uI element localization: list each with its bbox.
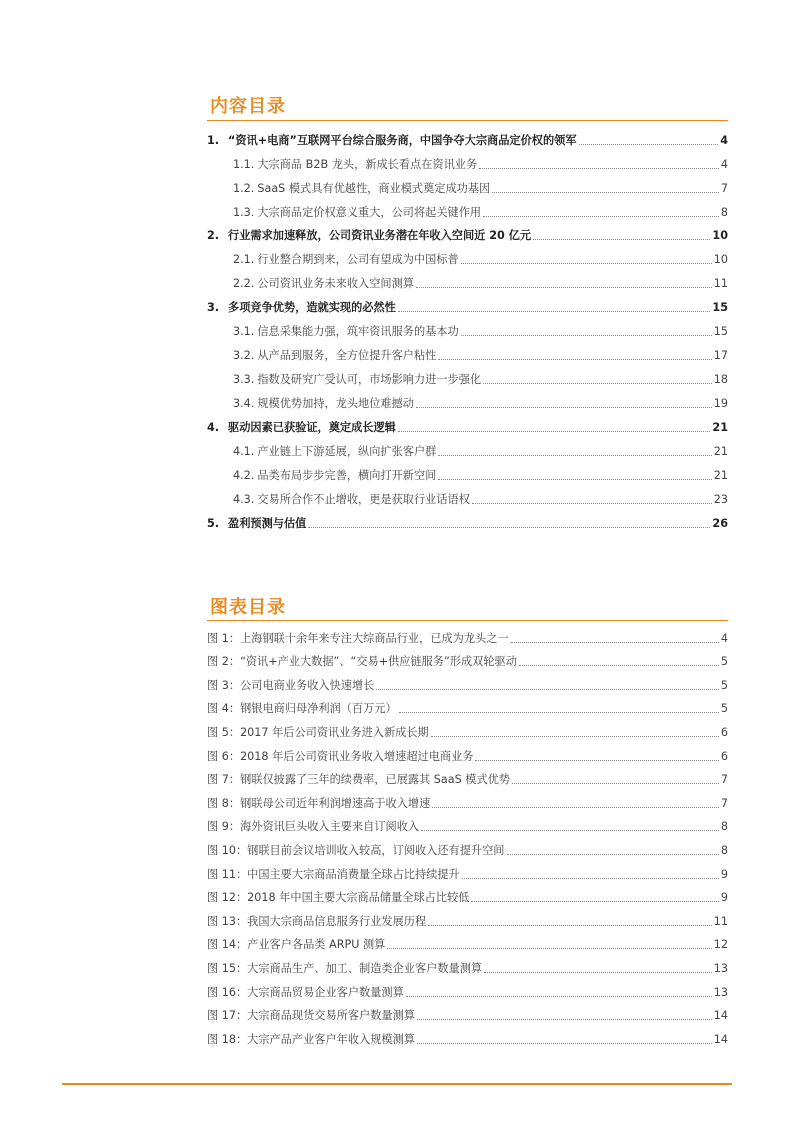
- figure-entry-number: 图 4：: [207, 702, 241, 716]
- figure-entry-number: 图 2：: [207, 655, 241, 669]
- toc-entry-page: 10: [712, 229, 728, 242]
- figure-entry-number: 图 14：: [207, 938, 248, 952]
- dot-leader: [512, 783, 719, 784]
- toc-entry-text: 多项竞争优势，造就实现的必然性: [228, 301, 396, 314]
- figure-entry-text: 2018 年中国主要大宗商品储量全球占比较低: [247, 891, 470, 905]
- dot-leader: [511, 642, 719, 643]
- figure-entry-text: 中国主要大宗商品消费量全球占比持续提升: [247, 867, 460, 881]
- dot-leader: [479, 168, 719, 169]
- toc-entry-text: “资讯+电商”互联网平台综合服务商，中国争夺大宗商品定价权的领军: [228, 134, 577, 147]
- footer-rule: [62, 1083, 732, 1085]
- dot-leader: [472, 503, 712, 504]
- figure-entry[interactable]: [207, 1023, 728, 1047]
- figure-entry-page: 9: [720, 867, 728, 881]
- toc-entry-page: 10: [713, 253, 728, 266]
- figure-entry-number: 图 6：: [207, 749, 241, 763]
- figure-entry-page: 6: [720, 749, 728, 763]
- dot-leader: [387, 948, 711, 949]
- figure-entry-number: 图 18：: [207, 1032, 248, 1046]
- figure-entry[interactable]: [207, 811, 728, 835]
- figure-entry[interactable]: [207, 952, 728, 976]
- toc-section-entry[interactable]: [207, 148, 728, 172]
- figures-title: 图表目录: [210, 597, 286, 618]
- toc-entry-number: 1.2.: [233, 182, 255, 195]
- figure-entry-text: 2018 年后公司资讯业务收入增速超过电商业务: [240, 749, 474, 763]
- figure-entry-number: 图 17：: [207, 1009, 248, 1023]
- toc-entry-page: 18: [713, 373, 728, 386]
- figure-entry-number: 图 7：: [207, 773, 241, 787]
- figure-entry[interactable]: [207, 740, 728, 764]
- figure-entry-page: 12: [713, 938, 728, 952]
- figure-entry-page: 14: [713, 1009, 728, 1023]
- toc-entry-page: 11: [713, 277, 728, 290]
- toc-section-entry[interactable]: [207, 459, 728, 483]
- toc-entry-text: 盈利预测与估值: [228, 517, 307, 530]
- figure-entry-page: 4: [720, 631, 728, 645]
- toc-section-entry[interactable]: [207, 387, 728, 411]
- toc-entry-number: 2.2.: [233, 277, 255, 290]
- toc-entry-page: 23: [713, 493, 728, 506]
- toc-list: [207, 124, 728, 531]
- dot-leader: [492, 192, 719, 193]
- dot-leader: [519, 665, 719, 666]
- figure-entry-text: “资讯+产业大数据”、“交易+供应链服务”形成双轮驱动: [240, 655, 517, 669]
- toc-entry-page: 21: [712, 421, 728, 434]
- toc-entry-text: SaaS 模式具有优越性，商业模式奠定成功基因: [257, 182, 491, 195]
- toc-entry-number: 3.2.: [233, 349, 255, 362]
- toc-entry-number: 5.: [207, 517, 220, 530]
- figure-entry-page: 8: [720, 843, 728, 857]
- figure-entry-number: 图 10：: [207, 843, 248, 857]
- dot-leader: [308, 527, 710, 528]
- figure-entry[interactable]: [207, 929, 728, 953]
- dot-leader: [579, 144, 719, 145]
- figure-entry-text: 2017 年后公司资讯业务进入新成长期: [240, 725, 429, 739]
- toc-entry-number: 1.: [207, 134, 220, 147]
- figure-entry-number: 图 8：: [207, 796, 241, 810]
- toc-entry-number: 4.3.: [233, 493, 255, 506]
- figure-entry-text: 大宗商品生产、加工、制造类企业客户数量测算: [247, 961, 483, 975]
- figure-entry-number: 图 12：: [207, 891, 248, 905]
- figure-entry-number: 图 9：: [207, 820, 241, 834]
- toc-entry-number: 3.1.: [233, 325, 255, 338]
- toc-section-entry[interactable]: [207, 435, 728, 459]
- figure-entry[interactable]: [207, 858, 728, 882]
- dot-leader: [406, 996, 712, 997]
- toc-entry-text: 驱动因素已获验证，奠定成长逻辑: [228, 421, 396, 434]
- toc-entry-page: 7: [720, 182, 728, 195]
- toc-chapter-entry[interactable]: [207, 507, 728, 531]
- dot-leader: [533, 239, 710, 240]
- figure-entry[interactable]: [207, 787, 728, 811]
- toc-entry-number: 1.1.: [233, 158, 255, 171]
- toc-entry-page: 19: [713, 397, 728, 410]
- figures-list: [207, 622, 728, 1047]
- toc-entry-text: 行业整合期到来，公司有望成为中国标普: [257, 253, 459, 266]
- toc-entry-page: 21: [713, 445, 728, 458]
- dot-leader: [484, 972, 712, 973]
- figure-entry-text: 产业客户各品类 ARPU 测算: [247, 938, 386, 952]
- toc-entry-page: 21: [713, 469, 728, 482]
- toc-section-entry[interactable]: [207, 172, 728, 196]
- toc-chapter-entry[interactable]: [207, 411, 728, 435]
- toc-entry-page: 4: [720, 158, 728, 171]
- figure-entry-number: 图 11：: [207, 867, 248, 881]
- dot-leader: [438, 455, 711, 456]
- dot-leader: [507, 854, 719, 855]
- figure-entry[interactable]: [207, 764, 728, 788]
- toc-entry-number: 2.1.: [233, 253, 255, 266]
- figure-entry-text: 大宗商品贸易企业客户数量测算: [247, 985, 404, 999]
- toc-title-rule: [207, 120, 728, 121]
- toc-chapter-entry[interactable]: [207, 220, 728, 243]
- figure-entry-text: 海外资讯巨头收入主要来自订阅收入: [240, 820, 420, 834]
- figure-entry[interactable]: [207, 976, 728, 1000]
- figure-entry-number: 图 13：: [207, 914, 248, 928]
- toc-entry-page: 15: [712, 301, 728, 314]
- dot-leader: [421, 830, 719, 831]
- figure-entry-page: 9: [720, 891, 728, 905]
- toc-chapter-entry[interactable]: [207, 291, 728, 315]
- figure-entry[interactable]: [207, 882, 728, 906]
- figure-entry[interactable]: [207, 622, 728, 646]
- toc-section-entry[interactable]: [207, 243, 728, 267]
- figure-entry-text: 大宗产品产业客户年收入规模测算: [247, 1032, 415, 1046]
- toc-entry-text: 行业需求加速释放，公司资讯业务潜在年收入空间近 20 亿元: [228, 229, 532, 242]
- dot-leader: [471, 901, 718, 902]
- dot-leader: [462, 878, 719, 879]
- dot-leader: [398, 431, 711, 432]
- toc-title: 内容目录: [210, 96, 286, 117]
- figure-entry-text: 钢联母公司近年利润增速高于收入增速: [240, 796, 431, 810]
- toc-entry-number: 3.3.: [233, 373, 255, 386]
- figure-entry[interactable]: [207, 905, 728, 929]
- figure-entry-page: 8: [720, 820, 728, 834]
- figure-entry[interactable]: [207, 716, 728, 740]
- toc-entry-page: 15: [713, 325, 728, 338]
- dot-leader: [428, 925, 712, 926]
- figure-entry-number: 图 5：: [207, 725, 241, 739]
- toc-entry-number: 4.: [207, 421, 220, 434]
- figure-entry-page: 7: [720, 773, 728, 787]
- figure-entry-text: 上海钢联十余年来专注大综商品行业，已成为龙头之一: [240, 631, 509, 645]
- toc-section-entry[interactable]: [207, 267, 728, 291]
- toc-section-entry[interactable]: [207, 363, 728, 387]
- toc-entry-text: 大宗商品定价权意义重大，公司将起关键作用: [257, 206, 482, 219]
- toc-entry-number: 3.: [207, 301, 220, 314]
- figure-entry-text: 钢联仅披露了三年的续费率，已展露其 SaaS 模式优势: [240, 773, 511, 787]
- toc-entry-number: 3.4.: [233, 397, 255, 410]
- toc-section-entry[interactable]: [207, 315, 728, 339]
- figure-entry-page: 7: [720, 796, 728, 810]
- dot-leader: [438, 479, 711, 480]
- figure-entry[interactable]: [207, 1000, 728, 1024]
- figure-entry-number: 图 16：: [207, 985, 248, 999]
- figure-entry-text: 我国大宗商品信息服务行业发展历程: [247, 914, 427, 928]
- figure-entry-page: 5: [720, 702, 728, 716]
- figures-title-rule: [207, 620, 728, 621]
- figure-entry-page: 13: [713, 985, 728, 999]
- figure-entry-page: 6: [720, 725, 728, 739]
- toc-entry-text: 信息采集能力强，筑牢资讯服务的基本功: [257, 325, 459, 338]
- toc-entry-text: 公司资讯业务未来收入空间测算: [257, 277, 414, 290]
- figure-entry[interactable]: [207, 669, 728, 693]
- toc-entry-page: 8: [720, 206, 728, 219]
- dot-leader: [398, 311, 711, 312]
- toc-entry-text: 交易所合作不止增收，更是获取行业话语权: [257, 493, 470, 506]
- figure-entry-text: 公司电商业务收入快速增长: [240, 678, 375, 692]
- dot-leader: [376, 689, 719, 690]
- toc-section-entry[interactable]: [207, 196, 728, 220]
- figure-entry-text: 大宗商品现货交易所客户数量测算: [247, 1009, 415, 1023]
- figure-entry-page: 5: [720, 678, 728, 692]
- toc-entry-text: 从产品到服务，全方位提升客户粘性: [257, 349, 437, 362]
- dot-leader: [483, 383, 712, 384]
- toc-entry-text: 品类布局步步完善，横向打开新空间: [257, 469, 437, 482]
- figure-entry-number: 图 3：: [207, 678, 241, 692]
- dot-leader: [475, 760, 718, 761]
- dot-leader: [417, 1043, 712, 1044]
- toc-entry-page: 26: [712, 517, 728, 530]
- toc-entry-number: 1.3.: [233, 206, 255, 219]
- figure-entry[interactable]: [207, 834, 728, 858]
- toc-entry-number: 2.: [207, 229, 220, 242]
- figure-entry-number: 图 1：: [207, 631, 241, 645]
- dot-leader: [438, 359, 711, 360]
- figure-entry-page: 14: [713, 1032, 728, 1046]
- figure-entry-text: 钢银电商归母净利润（百万元）: [240, 702, 397, 716]
- toc-section-entry[interactable]: [207, 483, 728, 507]
- figure-entry-page: 5: [720, 655, 728, 669]
- toc-entry-number: 4.1.: [233, 445, 255, 458]
- toc-chapter-entry[interactable]: [207, 124, 728, 148]
- toc-entry-text: 大宗商品 B2B 龙头，新成长看点在资讯业务: [257, 158, 478, 171]
- toc-entry-page: 4: [720, 134, 728, 147]
- dot-leader: [416, 287, 712, 288]
- figure-entry-page: 13: [713, 961, 728, 975]
- dot-leader: [431, 736, 719, 737]
- toc-entry-text: 产业链上下游延展，纵向扩张客户群: [257, 445, 437, 458]
- figure-entry-number: 图 15：: [207, 961, 248, 975]
- dot-leader: [416, 407, 712, 408]
- dot-leader: [483, 216, 719, 217]
- dot-leader: [461, 335, 712, 336]
- toc-section-entry[interactable]: [207, 339, 728, 363]
- dot-leader: [417, 1019, 712, 1020]
- dot-leader: [432, 807, 719, 808]
- toc-entry-page: 17: [713, 349, 728, 362]
- figure-entry-text: 钢联目前会议培训收入较高，订阅收入还有提升空间: [247, 843, 505, 857]
- figure-entry-page: 11: [713, 914, 728, 928]
- toc-entry-text: 规模优势加持，龙头地位难撼动: [257, 397, 414, 410]
- toc-entry-text: 指数及研究广受认可，市场影响力进一步强化: [257, 373, 482, 386]
- figure-entry[interactable]: [207, 693, 728, 717]
- toc-entry-number: 4.2.: [233, 469, 255, 482]
- dot-leader: [461, 263, 712, 264]
- dot-leader: [399, 712, 719, 713]
- figure-entry[interactable]: [207, 646, 728, 670]
